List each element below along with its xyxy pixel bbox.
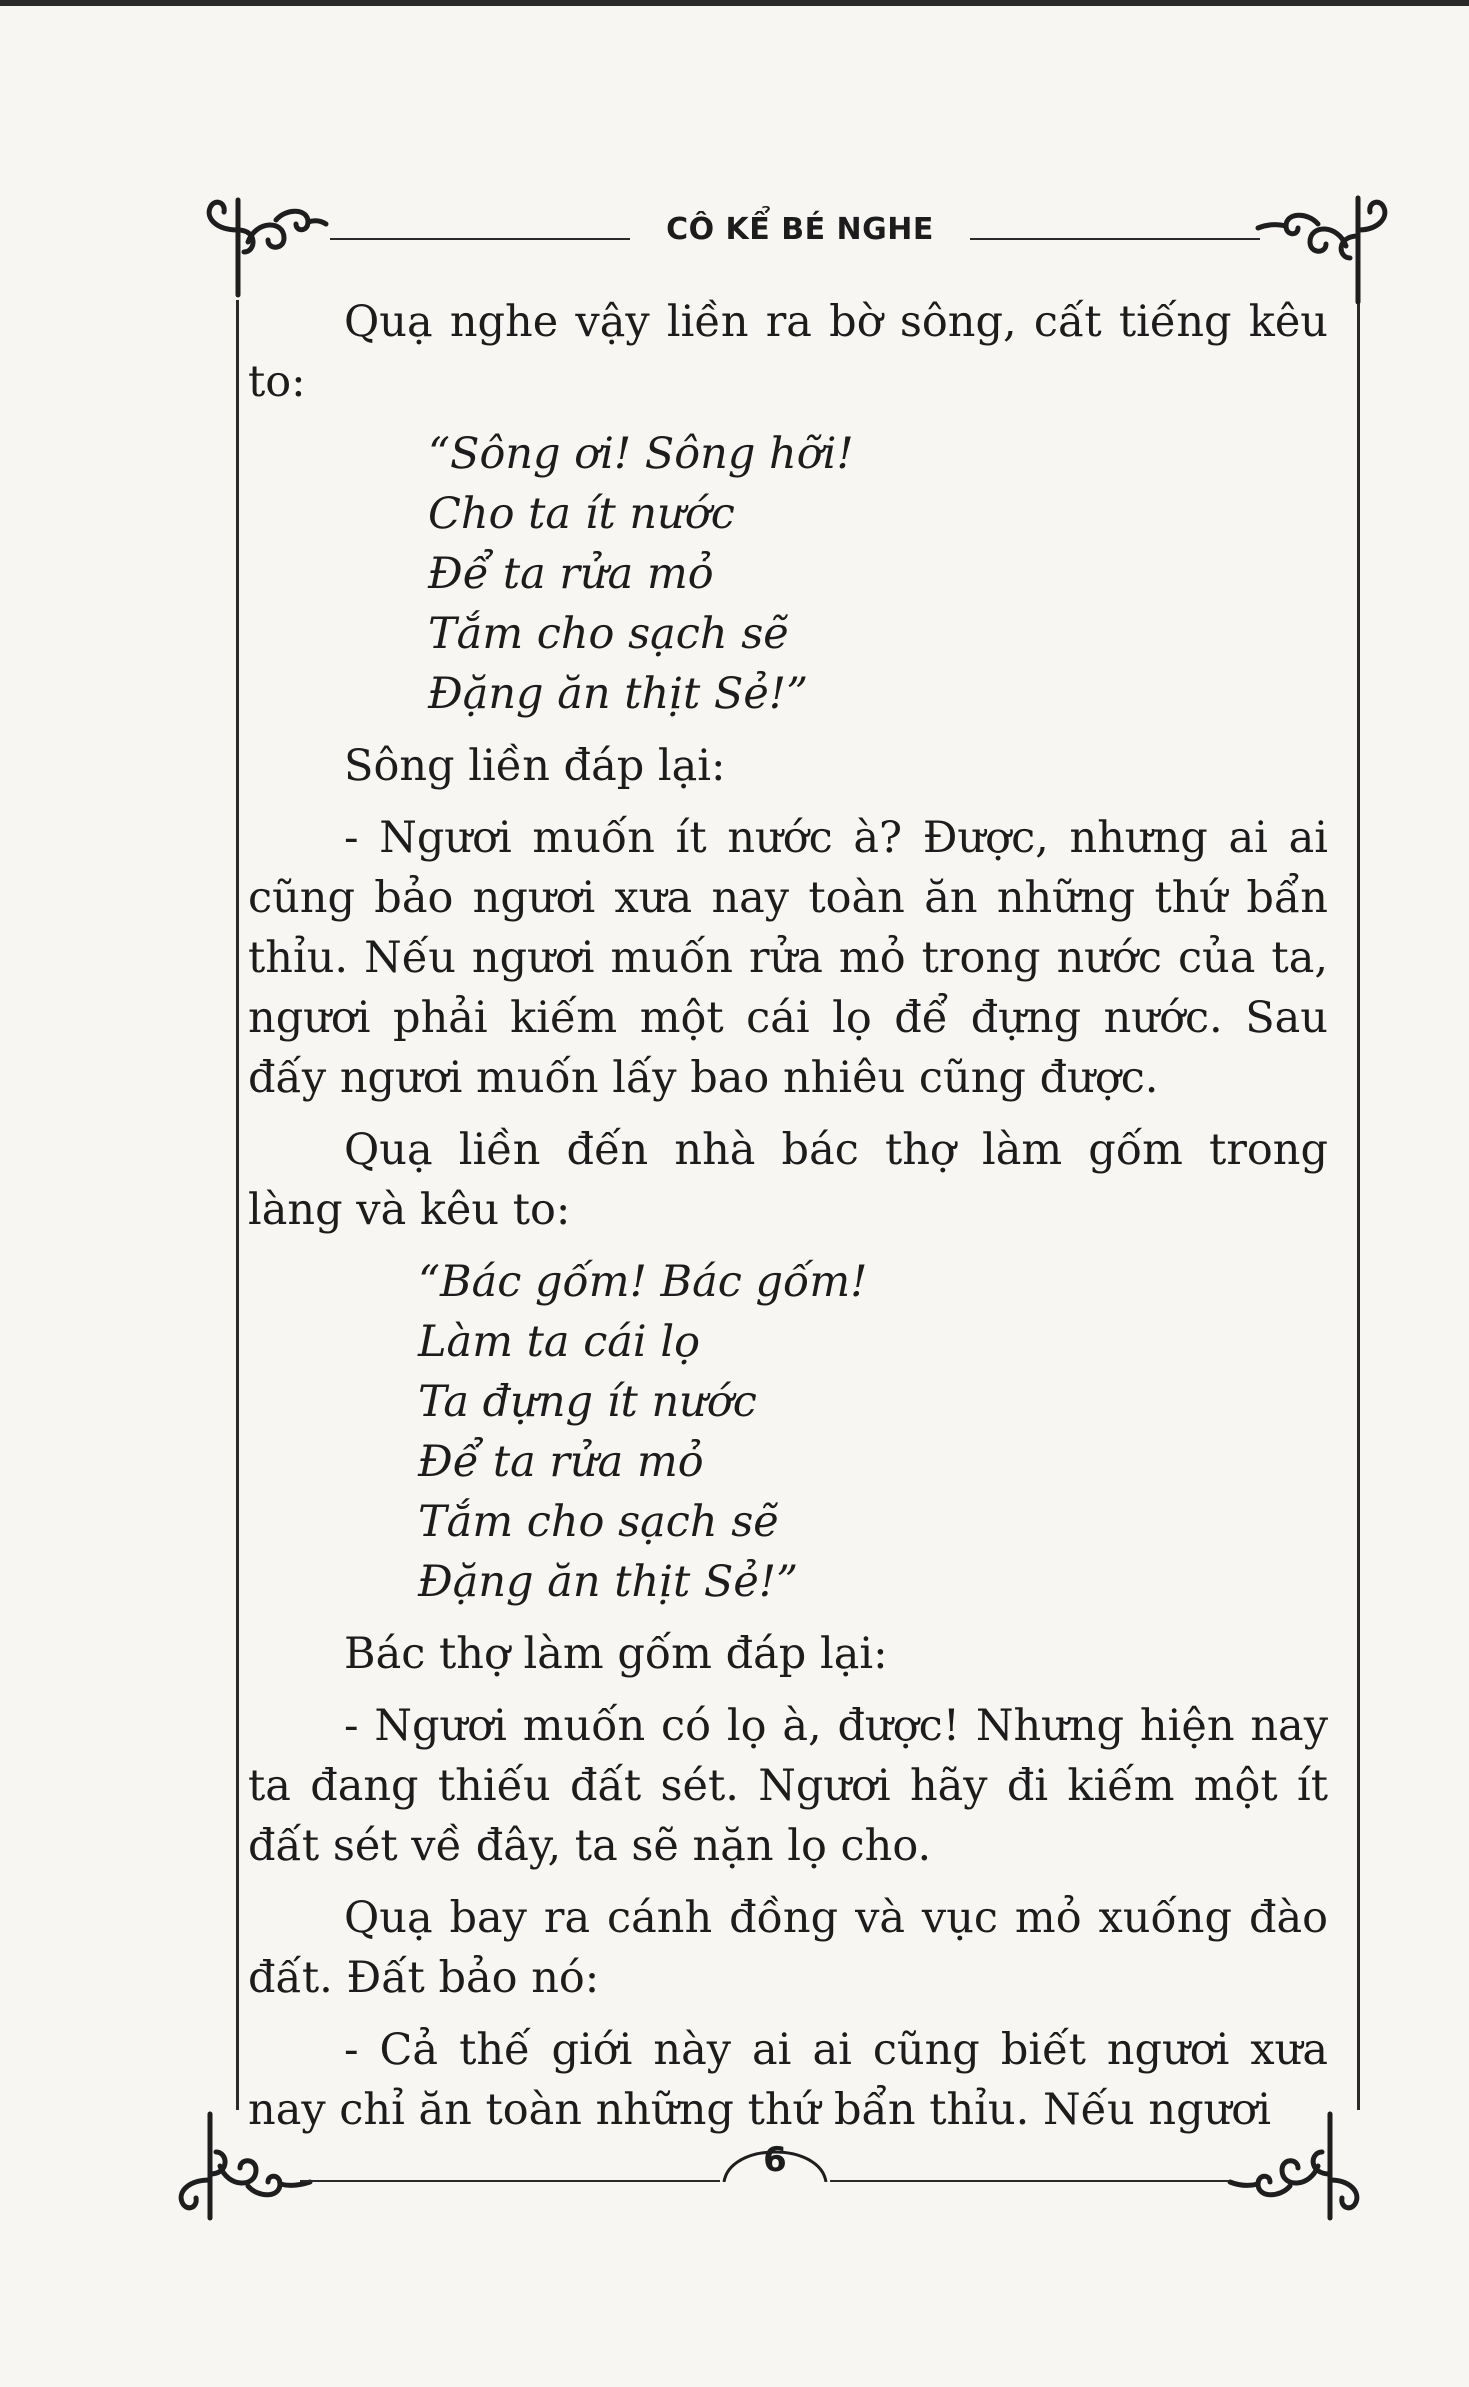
footer-rule-left	[300, 2180, 720, 2182]
footer-rule-right	[830, 2180, 1230, 2182]
verse-line: Tắm cho sạch sẽ	[428, 609, 789, 659]
paragraph: Sông liền đáp lại:	[344, 741, 726, 791]
frame-left-line	[236, 300, 239, 2110]
page-body	[248, 292, 1328, 2152]
page-number: 6	[763, 2140, 787, 2180]
paragraph: Quạ nghe vậy liền ra bờ sông, cất tiếng kêu to:	[248, 297, 1328, 407]
frame-right-line	[1357, 300, 1360, 2110]
paragraph: Quạ bay ra cánh đồng và vục mỏ xuống đào đất. Đất bảo nó:	[248, 1893, 1328, 2003]
verse-line: Để ta rửa mỏ	[418, 1437, 704, 1487]
verse-line: Ta đựng ít nước	[418, 1377, 757, 1427]
paragraph: - Cả thế giới này ai ai cũng biết ngươi xưa nay chỉ ăn toàn những thứ bẩn thỉu. Nếu ngươi	[248, 2025, 1328, 2135]
paragraph: Quạ liền đến nhà bác thợ làm gốm trong làng và kêu to:	[248, 1125, 1328, 1235]
verse-line: Tắm cho sạch sẽ	[418, 1497, 779, 1547]
header-rule-left	[330, 238, 630, 240]
page-top-edge	[0, 0, 1469, 6]
running-header-title: CÔ KỂ BÉ NGHE	[666, 212, 934, 247]
paragraph: Bác thợ làm gốm đáp lại:	[344, 1629, 888, 1679]
paragraph: - Ngươi muốn có lọ à, được! Nhưng hiện nay ta đang thiếu đất sét. Ngươi hãy đi kiếm một ít đất sét về đây, ta sẽ nặn lọ cho.	[248, 1701, 1328, 1871]
verse-line: “Sông ơi! Sông hỡi!	[428, 429, 854, 479]
verse-block	[248, 424, 1328, 724]
header-rule-right	[970, 238, 1260, 240]
top-left-ornament-icon	[196, 190, 336, 300]
verse-line: “Bác gốm! Bác gốm!	[418, 1257, 868, 1307]
verse-block	[248, 1252, 1328, 1612]
verse-line: Làm ta cái lọ	[418, 1317, 700, 1367]
verse-line: Đặng ăn thịt Sẻ!”	[418, 1557, 799, 1607]
verse-line: Đặng ăn thịt Sẻ!”	[428, 669, 809, 719]
verse-line: Để ta rửa mỏ	[428, 549, 714, 599]
paragraph: - Ngươi muốn ít nước à? Được, nhưng ai ai cũng bảo ngươi xưa nay toàn ăn những thứ bẩn thỉu. Nếu ngươi muốn rửa mỏ trong nước của ta, ngươi phải kiếm một cái lọ để đựng nước. Sau đấy ngươi muốn lấy bao nhiêu cũng được.	[248, 813, 1328, 1103]
verse-line: Cho ta ít nước	[428, 489, 735, 539]
